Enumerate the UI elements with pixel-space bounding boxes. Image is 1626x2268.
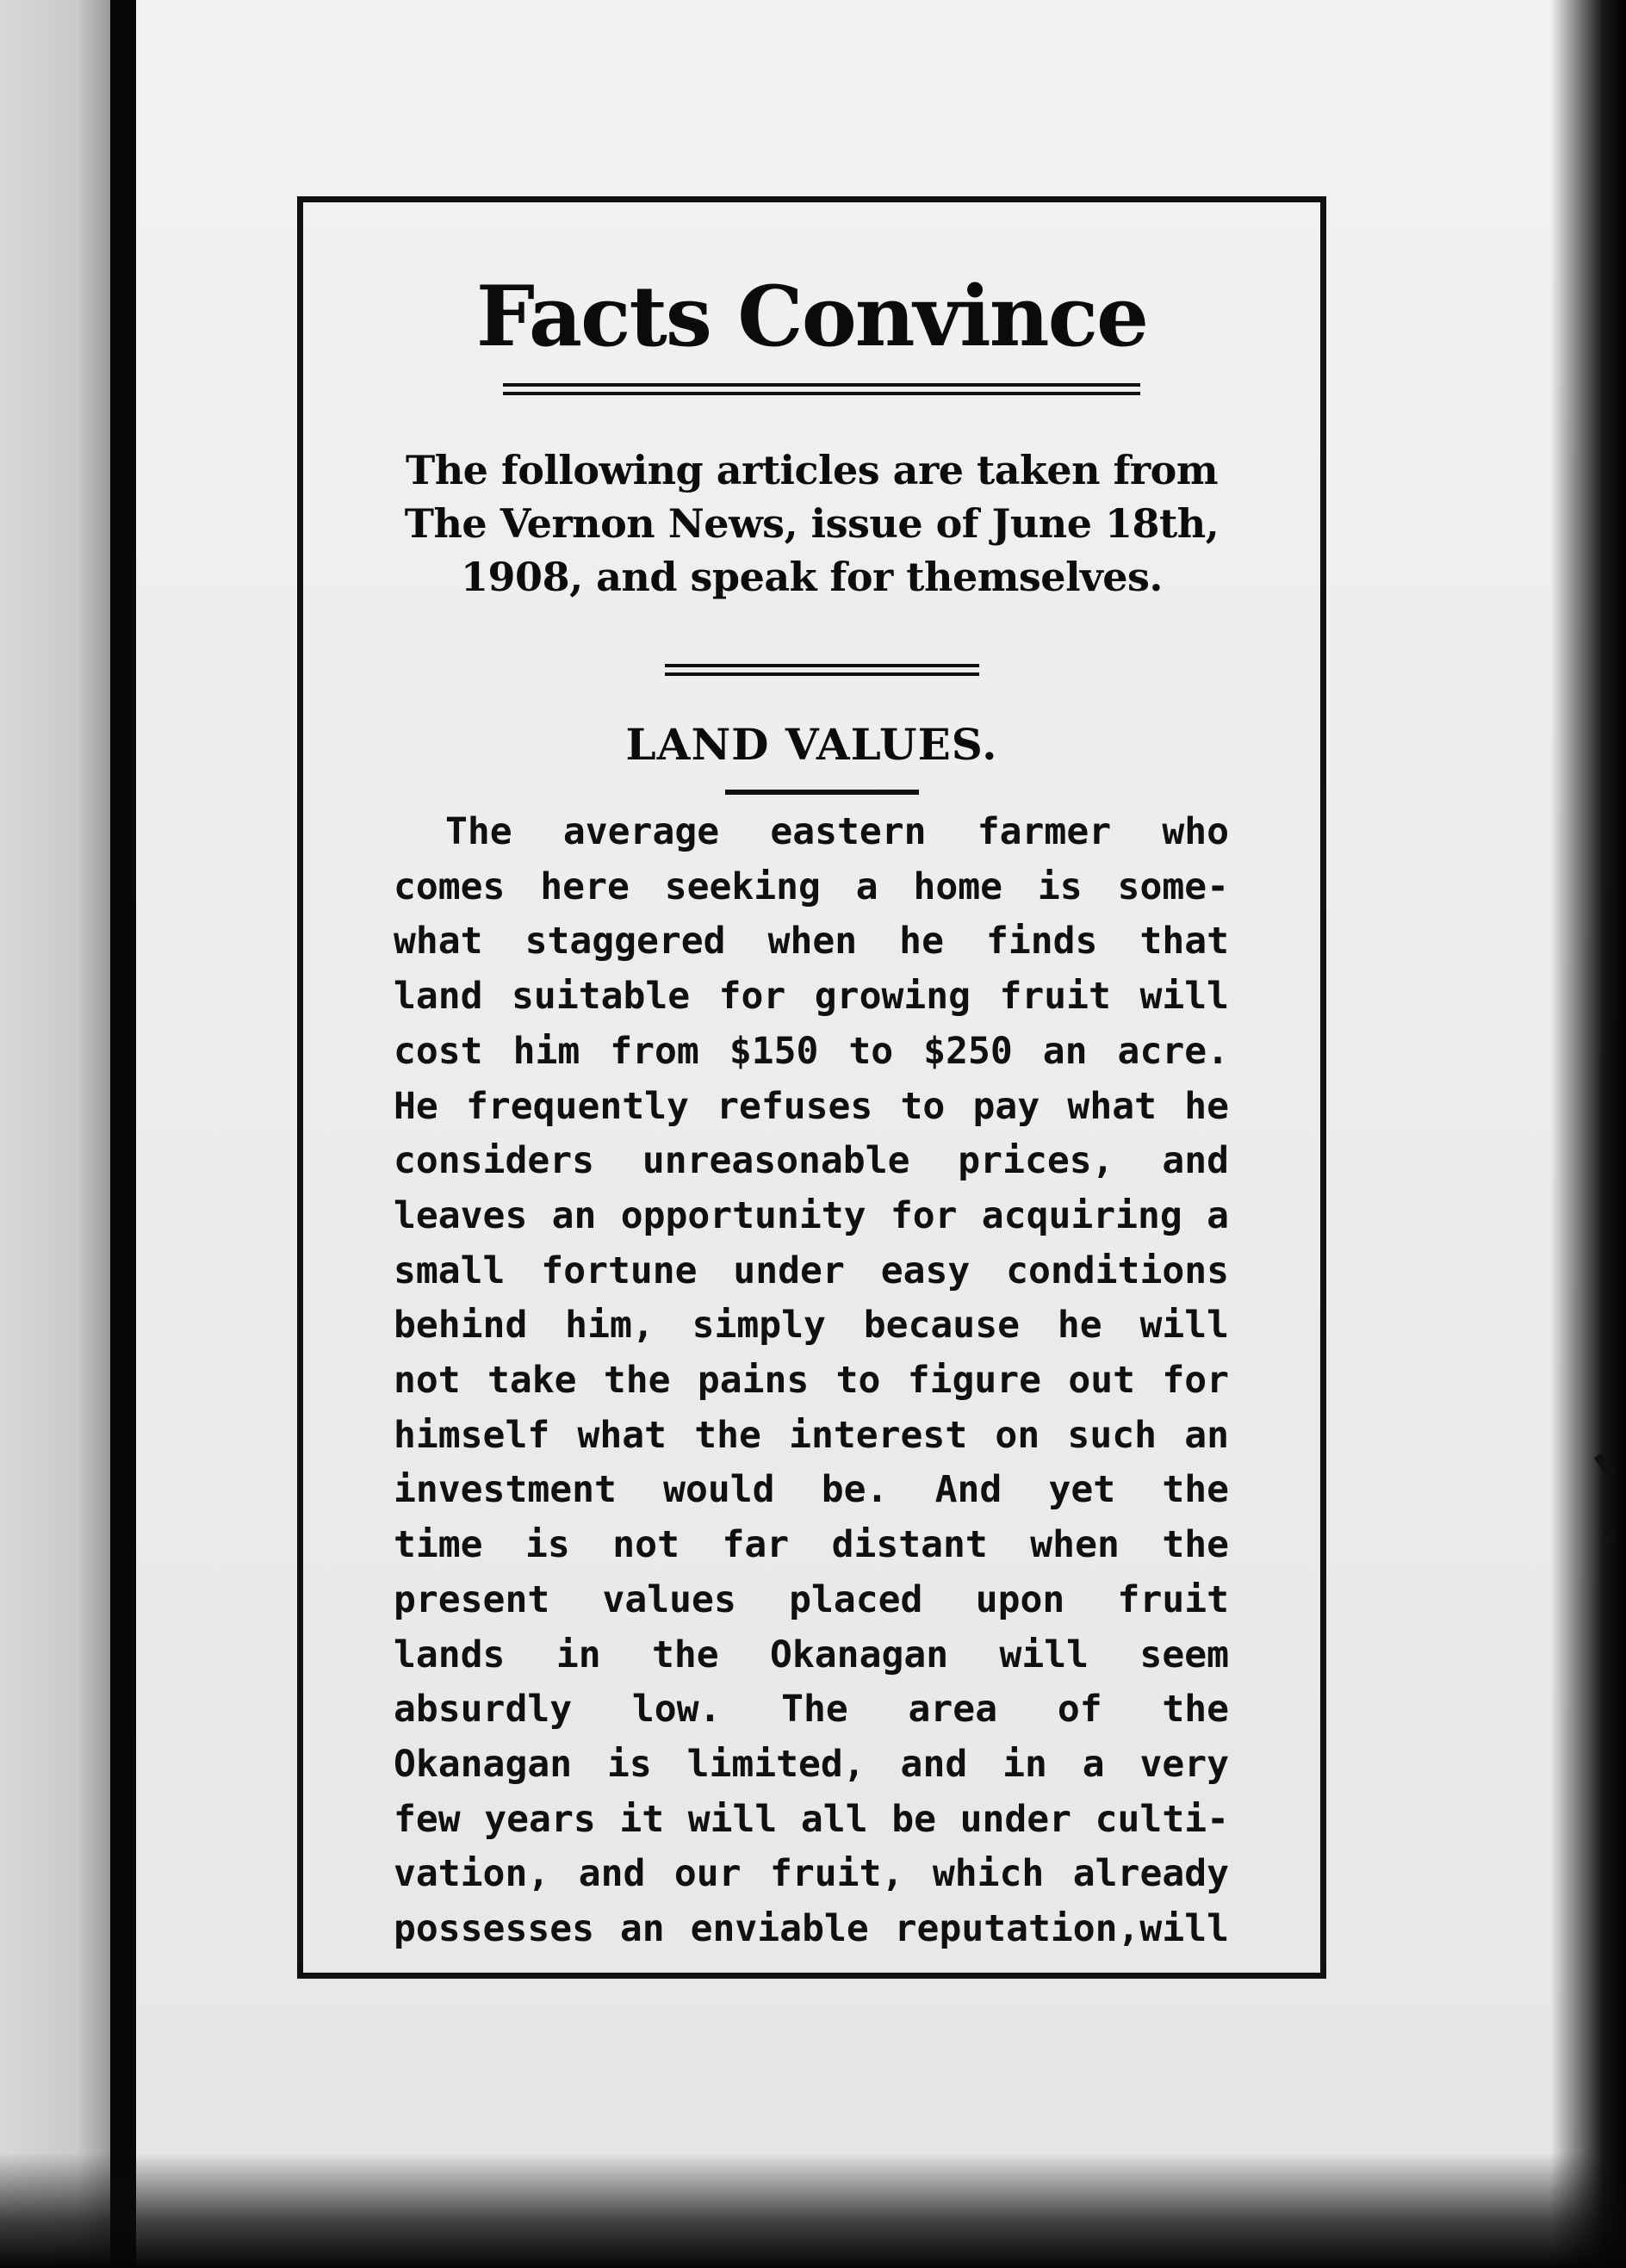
article-body <box>394 805 1229 1957</box>
body-line: what staggered when he finds that <box>394 920 1229 964</box>
body-line: Okanagan is limited, and in a very <box>394 1742 1229 1786</box>
body-line: present values placed upon fruit <box>394 1577 1229 1621</box>
advertisement-box <box>297 196 1326 1979</box>
body-line: behind him, simply because he will <box>394 1304 1229 1348</box>
title-double-rule <box>503 383 1140 395</box>
intro-line: The following articles are taken from <box>405 447 1219 493</box>
intro-line: The Vernon News, issue of June 18th, <box>404 500 1220 547</box>
right-page-edge <box>1550 0 1626 2268</box>
body-line: comes here seeking a home is some- <box>394 864 1229 908</box>
heading-rule <box>725 790 919 795</box>
body-line: leaves an opportunity for acquiring a <box>394 1193 1229 1237</box>
body-line: vation, and our fruit, which already <box>394 1852 1229 1896</box>
body-line: investment would be. And yet the <box>394 1468 1229 1512</box>
body-line: few years it will all be under culti- <box>394 1797 1229 1841</box>
intro-double-rule <box>665 664 979 676</box>
bottom-shadow <box>0 2153 1626 2268</box>
body-line: considers unreasonable prices, and <box>394 1139 1229 1183</box>
body-line: small fortune under easy conditions <box>394 1249 1229 1292</box>
body-line: time is not far distant when the <box>394 1523 1229 1567</box>
intro-paragraph <box>355 443 1269 604</box>
intro-line: 1908, and speak for themselves. <box>461 554 1163 600</box>
left-page-edge <box>0 0 110 2268</box>
body-line: not take the pains to figure out for <box>394 1359 1229 1403</box>
ad-title: Facts Convince <box>475 268 1148 365</box>
body-line: himself what the interest on such an <box>394 1413 1229 1457</box>
book-spine <box>110 0 136 2268</box>
body-line: lands in the Okanagan will seem <box>394 1633 1229 1676</box>
section-heading: LAND VALUES. <box>625 719 998 770</box>
body-line: absurdly low. The area of the <box>394 1688 1229 1732</box>
body-line: The average eastern farmer who <box>445 810 1229 853</box>
body-line: He frequently refuses to pay what he <box>394 1084 1229 1128</box>
body-line: possesses an enviable reputation,will <box>394 1907 1229 1951</box>
body-line: land suitable for growing fruit will <box>394 975 1229 1019</box>
body-line: cost him from $150 to $250 an acre. <box>394 1029 1229 1073</box>
